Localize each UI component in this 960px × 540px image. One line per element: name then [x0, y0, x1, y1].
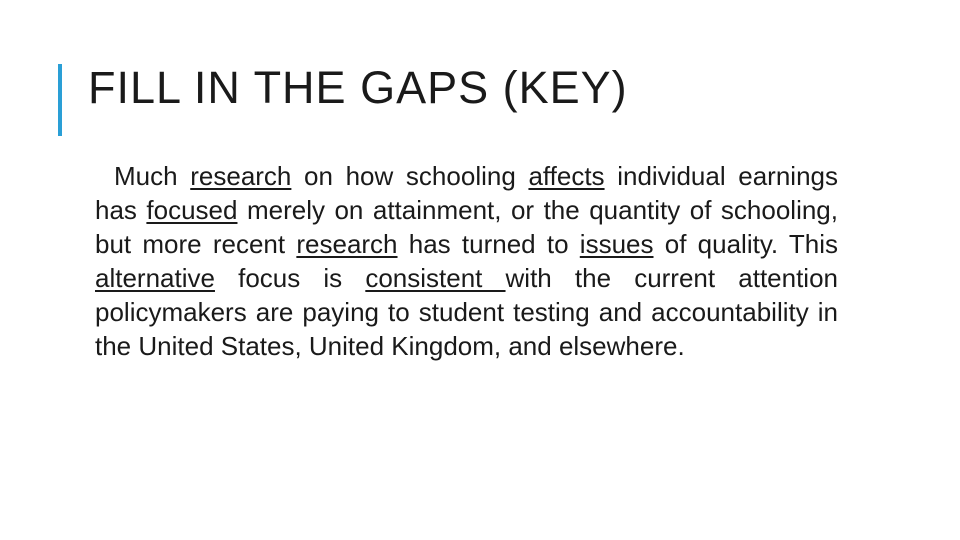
gap-answer-focused: focused [146, 195, 238, 225]
text-run: individual earnings has [95, 161, 838, 225]
text-run: focus is [214, 263, 366, 293]
text-run: on how schooling [291, 161, 529, 191]
title-accent-bar [58, 64, 62, 136]
text-run: has turned to [397, 229, 580, 259]
gap-answer-research: research [190, 161, 292, 191]
gap-answer-alternative: alternative [95, 263, 215, 293]
slide-title: FILL IN THE GAPS (KEY) [88, 62, 628, 113]
gap-answer-research-2: research [296, 229, 398, 259]
text-run: Much [114, 161, 191, 191]
text-run: of quality. This [653, 229, 838, 259]
gap-answer-issues: issues [579, 229, 654, 259]
gap-answer-affects: affects [528, 161, 605, 191]
text-run: with the current attention policymakers are paying to student testing and accountability in the United States, United Kingdom, and elsewhere. [95, 263, 839, 361]
gap-answer-consistent: consistent [365, 263, 506, 293]
text-run: merely on attainment, or the quantity of schooling, but more recent [95, 195, 838, 259]
body-paragraph [95, 159, 838, 363]
